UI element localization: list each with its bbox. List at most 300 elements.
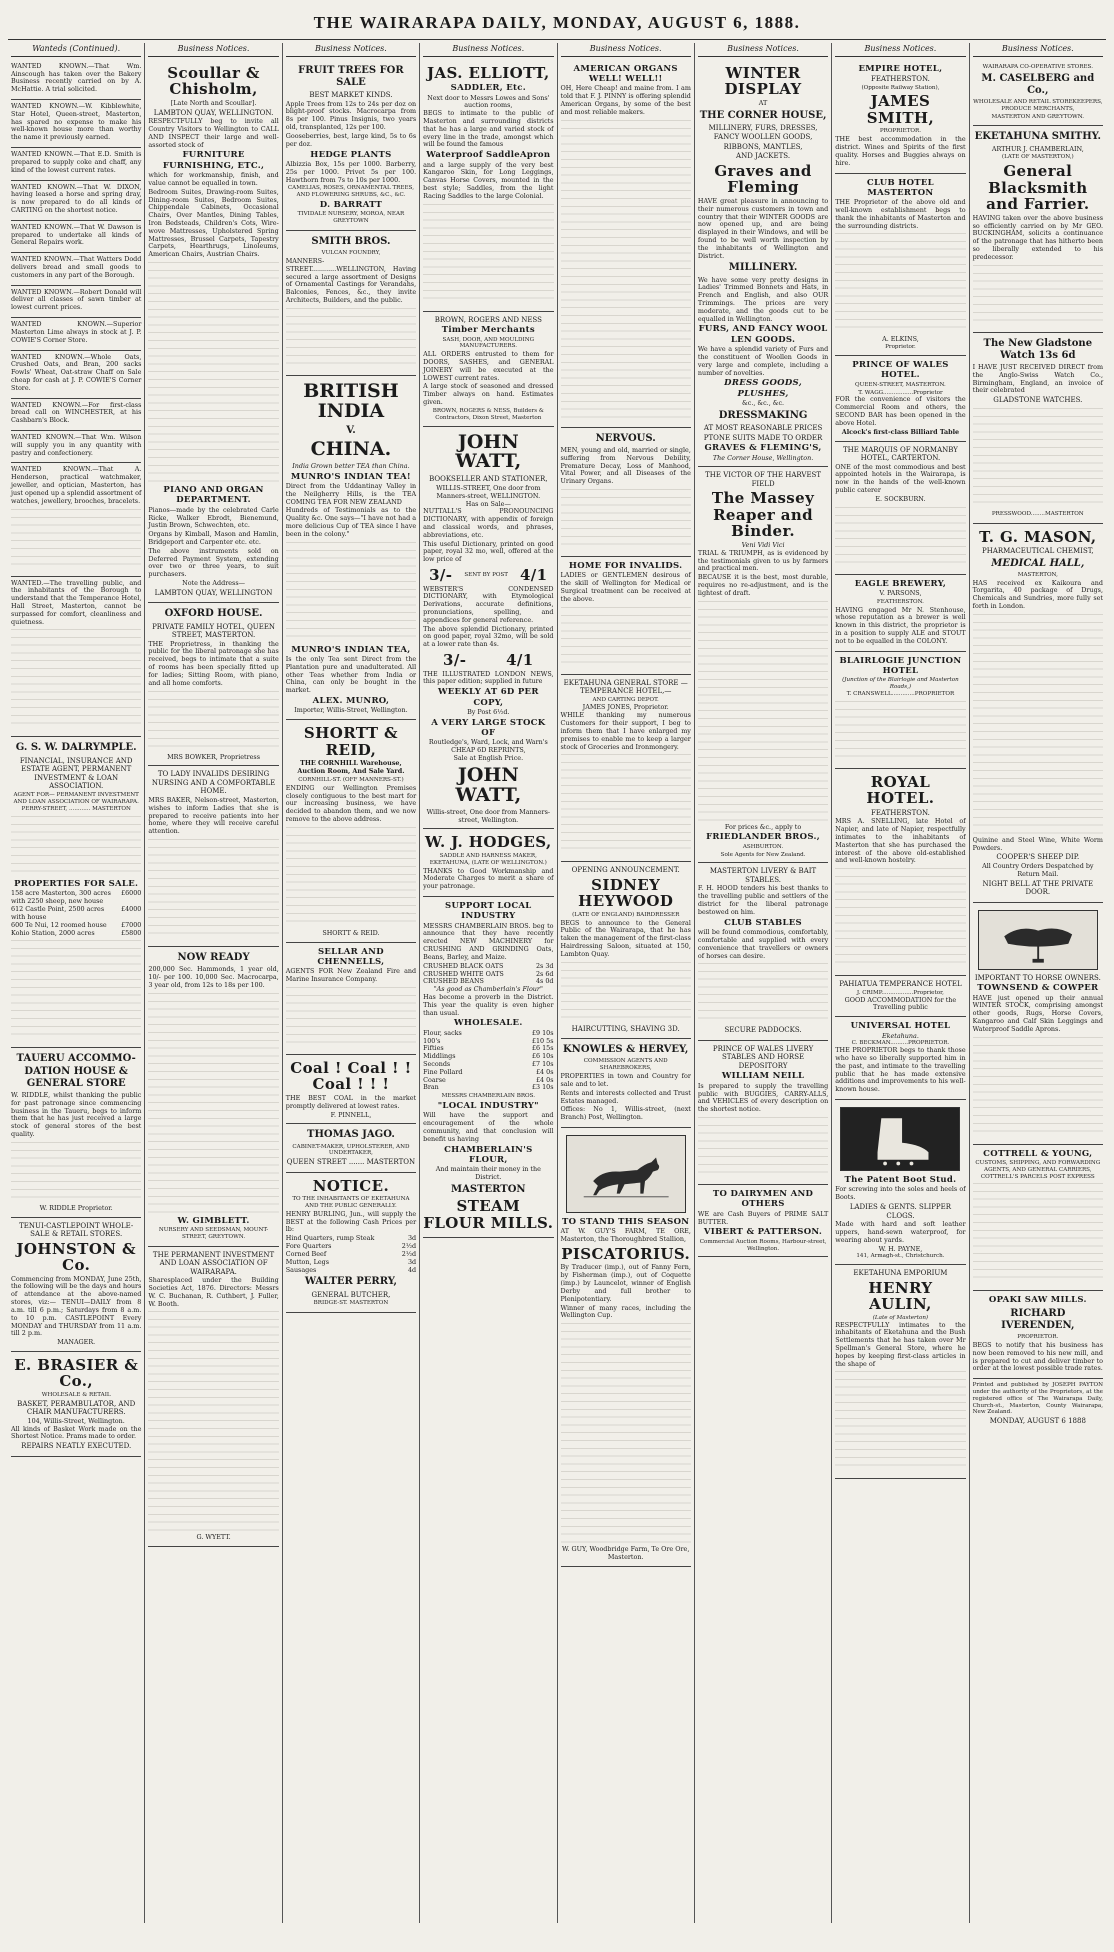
- text-filler: [561, 962, 691, 1022]
- wanted-ad: [11, 181, 141, 221]
- smith-bros-ad: [286, 231, 416, 376]
- ad-text: Commencing from MONDAY, June 25th, the following will be the days and hours of attendance at the above-named stores, viz:— TENUI—DAILY from 8 a.m. till 6 p.m.; Saturdays from 8 a.m. to 10 p.m. CASTLEPOINT Every MONDAY and THURSDAY from 11 a.m. till 2 p.m.: [11, 1274, 142, 1338]
- horse-icon: [579, 1139, 673, 1209]
- timber-ad: [423, 312, 553, 427]
- price-value: 3d: [407, 1234, 417, 1243]
- price-value: £4000: [121, 905, 142, 914]
- ad-subheading: TENUI-CASTLEPOINT WHOLE-SALE & RETAIL STORES.: [19, 1221, 134, 1239]
- ad-heading: SHORTT & REID,: [303, 724, 398, 759]
- ad-heading: MEDICAL HALL,: [991, 557, 1085, 569]
- heywood-ad: [561, 862, 691, 1039]
- ad-heading: GRAVES & FLEMING'S,: [704, 443, 822, 454]
- price-item: Mutton, Legs: [285, 1257, 329, 1266]
- price-value: £6 10s: [531, 1052, 554, 1061]
- ad-heading: JAMES SMITH,: [866, 92, 935, 127]
- johnston-ad: [11, 1218, 141, 1352]
- text-filler: [698, 963, 828, 1023]
- ad-subheading: C. BECKMAN..........PROPRIETOR.: [851, 1040, 950, 1047]
- ad-subheading: BOOKSELLER AND STATIONER,: [429, 475, 548, 484]
- ad-text: I HAVE JUST RECEIVED DIRECT from the Anglo-Swiss Watch Co., Birmingham, England, an invoice of their celebrated: [972, 362, 1103, 395]
- column-head: Business Notices.: [698, 43, 828, 57]
- ad-text: HAS received ex Kaikoura and Torgarita, 40 package of Drugs, Chemicals and Sundries, more fully set forth in London.: [972, 578, 1103, 610]
- ad-subheading: AT: [758, 98, 768, 107]
- ad-heading: FURNITURE FURNISHING, ETC.,: [162, 150, 265, 171]
- ad-text: Direct from the Uddantinay Valley in the Neilgherry Hills, is the TEA COMING TEA FOR NEW ZEALAND: [285, 481, 417, 506]
- ad-heading: AMERICAN ORGANS WELL! WELL!!: [573, 63, 678, 85]
- ad-heading: PISCATORIUS.: [561, 1244, 691, 1263]
- price-item: Fore Quarters: [285, 1242, 332, 1251]
- text-filler: [835, 233, 965, 333]
- ad-text: Apple Trees from 12s to 24s per doz on blight-proof stocks. Macrocarpa from 8s per 100. Pinus Insignis, two years old, transplanted, 12s per 100.: [285, 99, 417, 132]
- ad-text: This useful Dictionary, printed on good paper, royal 32 mo, well, offered at the low price of: [423, 539, 554, 564]
- ad-address: Eketahuna.: [881, 1031, 919, 1040]
- ad-subheading: HAIRCUTTING, SHAVING 3D.: [571, 1024, 680, 1033]
- ad-text: AGENTS FOR New Zealand Fire and Marine Insurance Company.: [285, 967, 417, 984]
- wanted-ad: [11, 431, 141, 463]
- ad-subheading: MILLINERY, FURS, DRESSES,: [708, 123, 818, 132]
- ad-text: Sharesplaced under the Building Societies Act, 1876. Directors: Messrs W. C. Buchanan, R. Cuthbert, J. Fuller, W. Booth.: [148, 1276, 279, 1308]
- ad-heading: FRIEDLANDER BROS.,: [706, 832, 821, 843]
- invalid-ad: [148, 766, 278, 947]
- price-row: [423, 565, 553, 586]
- ad-heading: CLUB STABLES: [724, 917, 802, 928]
- ad-heading: DRESS GOODS, PLUSHES,: [724, 378, 802, 399]
- ad-address: Next door to Messrs Lowes and Sons' auction rooms,: [427, 93, 550, 110]
- ad-subheading: JAMES JONES, Proprietor.: [582, 703, 669, 712]
- ad-subheading: SASH, DOOR, AND MOULDING MANUFACTURERS.: [442, 336, 535, 350]
- column-head: Business Notices.: [973, 43, 1103, 57]
- ad-text: OH, Here Cheap! and maine from. I am told that F. J. PINNY is offering splendid American Organs, by some of the best and most reliable makers.: [560, 84, 691, 116]
- text-filler: [286, 827, 416, 927]
- ad-subheading: (Opposite Railway Station),: [861, 84, 940, 91]
- price-value: 2s 6d: [535, 969, 554, 978]
- text-filler: [148, 993, 278, 1213]
- ad-text: HAVING engaged Mr N. Stenhouse, whose reputation as a brewer is well known in this district, the proprietor is in a position to supply ALE and STOUT not to be equalled in the COLONY.: [835, 605, 966, 645]
- price-item: Bran: [423, 1083, 439, 1092]
- ad-heading: SMITH BROS.: [311, 235, 391, 247]
- ad-text: ONE of the most commodious and best appointed hotels in the Wairarapa, is now in the hands of the well-known public caterer: [835, 462, 966, 495]
- column-8: [970, 43, 1106, 1923]
- ad-subheading: NURSERY AND SEEDSMAN, MOUNT-STREET, GREYTOWN.: [158, 1226, 269, 1240]
- page-title: THE WAIRARAPA DAILY, MONDAY, AUGUST 6, 1888.: [8, 12, 1106, 40]
- ad-subheading: J. CRIMP..................Proprietor,: [856, 989, 944, 996]
- ad-text: THE ILLUSTRATED LONDON NEWS, this paper edition; supplied in future: [423, 669, 554, 686]
- ad-heading: HOME FOR INVALIDS.: [568, 560, 683, 571]
- ad-text: &c., &c., &c.: [742, 399, 785, 408]
- price-item: 100's: [423, 1036, 441, 1045]
- ad-text: AT W. GUY'S FARM, TE ORE, Masterton, the Thoroughbred Stallion,: [560, 1227, 691, 1244]
- ad-subheading: (Junction of the Blairlogie and Masterton Roads,): [842, 677, 959, 691]
- text-filler: [973, 265, 1103, 325]
- ad-text: Albizzia Box, 15s per 1000. Barberry, 25s per 1000. Privet 5s per 100. Hawthorn from 7s to 10s per 1000.: [285, 159, 417, 184]
- text-filler: [11, 509, 141, 569]
- ad-text: Sale at English Price.: [453, 754, 524, 763]
- price-list: [423, 1030, 553, 1093]
- ad-address: MASTERTON AND GREYTOWN.: [991, 113, 1085, 120]
- price-item: Flour, sacks: [423, 1028, 462, 1037]
- columns: [8, 43, 1106, 1923]
- ad-heading: THOMAS JAGO.: [307, 1129, 395, 1141]
- ad-text: BECAUSE it is the best, most durable, requires no re-adjustment, and is the lightest of draft.: [697, 573, 829, 597]
- ad-heading: PROPERTIES FOR SALE.: [14, 879, 139, 890]
- ad-heading: UNIVERSAL HOTEL: [850, 1021, 951, 1032]
- emporium-ad: [835, 1265, 965, 1479]
- column-7: [832, 43, 969, 1923]
- price-item: Coarse: [423, 1075, 446, 1084]
- shortt-reid-ad: [286, 720, 416, 942]
- ad-subheading: BROWN, ROGERS AND NESS: [434, 315, 542, 324]
- ad-text: Quinine and Steel Wine, White Worm Powders.: [972, 835, 1103, 852]
- ad-heading: "LOCAL INDUSTRY": [437, 1101, 539, 1112]
- ad-heading: CHAMBERLAIN'S FLOUR,: [444, 1144, 533, 1166]
- price-item: Kohio Station, 2000 acres: [11, 928, 95, 937]
- ad-address: PERRY-STREET, ............ MASTERTON: [21, 806, 131, 813]
- ad-text: And maintain their money in the District.: [435, 1165, 541, 1182]
- price-label: SENT BY POST: [464, 571, 509, 578]
- ad-text: For screwing into the soles and heels of Boots.: [835, 1185, 966, 1202]
- text-filler: [561, 607, 691, 667]
- tea-ad: [286, 376, 416, 720]
- ad-text: Is prepared to supply the travelling public with BUGGIES, CARRY-ALLS, and VEHICLES of every description on the shortest notice.: [697, 1081, 829, 1114]
- price-item: Seconds: [423, 1060, 451, 1069]
- caselberg-ad: [973, 60, 1103, 127]
- ad-subheading: AND CARTING DEPOT.: [592, 696, 659, 703]
- price-row: [423, 650, 553, 671]
- ad-text: By Post 6½d.: [467, 707, 510, 716]
- ad-text: The above splendid Dictionary, printed on good paper, royal 32mo, will be sold at a lower rate than 4s.: [423, 624, 554, 649]
- ad-heading: A VERY LARGE STOCK OF: [431, 717, 546, 739]
- text-filler: [561, 1323, 691, 1543]
- ad-heading: EMPIRE HOTEL,: [858, 63, 943, 74]
- ad-heading: W. GIMBLETT.: [177, 1215, 250, 1226]
- smithy-ad: [973, 126, 1103, 332]
- oxford-ad: [148, 603, 278, 766]
- price-value: 2½d: [401, 1242, 417, 1251]
- price-value: £4 0s: [535, 1067, 554, 1076]
- ad-heading: THE MARQUIS OF NORMANBY HOTEL, CARTERTON.: [842, 445, 958, 463]
- ad-text: THE Proprietress, in thanking the public for the liberal patronage she has received, begs to intimate that a suite of rooms has been specially fitted up for ladies; Sitting Room, with piano, and all home comforts.: [148, 639, 279, 687]
- ad-text: Will have the support and encouragement of the whole community, and that conclusion will benefit us having: [423, 1111, 554, 1143]
- ad-subheading: IMPORTANT TO HORSE OWNERS.: [974, 973, 1101, 982]
- ad-text: WANTED KNOWN.—That Watters Dodd delivers bread and small goods to customers in any part of the Borough.: [11, 255, 142, 279]
- ad-subheading: SADDLER, Etc.: [450, 83, 526, 94]
- text-filler: [835, 868, 965, 968]
- ad-text: THE Proprietor of the above old and well-known establishment begs to thank the inhabitants of Masterton and the surrounding districts.: [835, 198, 966, 230]
- imprint-text: Printed and published by JOSEPH PAYTON under the authority of the Proprietors, at the registered office of The Wairarapa Daily, Church-st., Masterton, County Wairarapa, New Zealand.: [972, 1382, 1103, 1416]
- ad-subheading: WHOLESALE & RETAIL: [41, 1391, 111, 1398]
- wanted-ad: [11, 148, 141, 180]
- ad-text: MANNERS-STREET............WELLINGTON, Having secured a large assortment of Designs of Ornamental Castings for Verandahs, Balconies, Fences, &c., they invite Architects, Builders, and the public.: [285, 256, 417, 304]
- text-filler: [148, 1311, 278, 1531]
- ad-heading: FRUIT TREES FOR SALE: [298, 64, 404, 88]
- ad-text: WANTED KNOWN.—That Wm. Wilson will supply you in any quantity with pastry and confectionery.: [11, 433, 142, 457]
- ad-heading: G. S. W. DALRYMPLE.: [15, 742, 137, 754]
- column-3: [283, 43, 420, 1923]
- ad-heading: Timber Merchants: [441, 325, 535, 336]
- ad-address: ASHBURTON.: [742, 843, 784, 850]
- ad-subheading: BEST MARKET KINDS.: [309, 91, 393, 100]
- text-filler: [561, 754, 691, 854]
- ad-subheading: BASKET, PERAMBULATOR, AND CHAIR MANUFACTURERS.: [17, 1399, 136, 1417]
- ad-text: BEGS to notify that his business has now been removed to his new mill, and is prepared to cut and deliver timber to order at the lowest possible trade rates.: [972, 1340, 1103, 1373]
- ad-heading: WEEKLY AT 6D PER COPY,: [437, 687, 539, 708]
- price-item: CRUSHED WHITE OATS: [423, 969, 504, 978]
- text-filler: [973, 614, 1103, 834]
- ad-text: For prices &c., apply to: [724, 822, 802, 831]
- wanted-ad: [11, 100, 141, 148]
- ad-heading: T. G. MASON,: [979, 527, 1097, 546]
- ad-address: MASTERTON,: [1017, 571, 1058, 578]
- townsend-ad: [973, 903, 1103, 1145]
- ad-heading: HEDGE PLANTS: [310, 149, 392, 160]
- ad-subheading: THE VICTOR OF THE HARVEST FIELD: [705, 471, 822, 488]
- ad-heading: VIBERT & PATTERSON.: [703, 1227, 823, 1238]
- column-6: [695, 43, 832, 1923]
- wanted-ad: [11, 351, 141, 399]
- ad-text: Hundreds of Testimonials as to the Quality &c. One says—"I have not had a more delicious Cup of TEA since I have been in the colony.": [285, 506, 417, 538]
- ad-quote: "As good as Chamberlain's Flour": [433, 985, 543, 994]
- ad-heading: ROYAL HOTEL.: [866, 772, 935, 808]
- cottrell-ad: [973, 1145, 1103, 1292]
- ad-address: 104, Willis-Street, Wellington.: [27, 1416, 125, 1425]
- ad-text: 200,000 Sec. Hammonds, 1 year old, 10/- per 100. 10,000 Sec. Macrocarpa, 3 year old, from 12s to 18s per 100.: [148, 965, 279, 989]
- ad-text: HENRY BURLING, Jun., will supply the BEST at the following Cash Prices per lb:: [285, 1209, 417, 1234]
- ad-subheading: PROPRIETOR.: [879, 128, 921, 135]
- column-1: [8, 43, 145, 1923]
- ad-subheading: VULCAN FOUNDRY,: [321, 250, 381, 257]
- ad-text: WHILE thanking my numerous Customers for their support, I beg to inform them that I have enlarged my premises to enable me to keep a larger stock of Groceries and Ironmongery.: [560, 711, 691, 751]
- ad-heading: SELLAR AND CHENNELLS,: [317, 946, 385, 967]
- ad-text: Sole Agents for New Zealand.: [720, 851, 806, 858]
- ad-heading: D. BARRATT: [319, 199, 383, 210]
- hodges-ad: [423, 829, 553, 897]
- empire-hotel-ad: [835, 60, 965, 174]
- ad-subheading: CUSTOMS, SHIPPING, AND FORWARDING AGENTS, AND GENERAL CARRIERS, COTTRELL'S PARCELS POST EXPRESS: [975, 1159, 1101, 1180]
- ad-signature: PRESSWOOD........MASTERTON: [991, 510, 1084, 517]
- ad-quote: India Grown better TEA than China.: [292, 461, 410, 470]
- ad-heading: TOWNSEND & COWPER: [977, 983, 1099, 994]
- ad-subheading: AGENT FOR— PERMANENT INVESTMENT AND LOAN ASSOCIATION OF WAIRARAPA.: [13, 791, 139, 805]
- column-head: Business Notices.: [148, 43, 278, 57]
- price-value: 4d: [407, 1265, 417, 1274]
- knowles-ad: [561, 1039, 691, 1128]
- ad-subheading: RIBBONS, MANTLES,: [723, 142, 803, 151]
- ad-signature: E. SOCKBURN.: [875, 494, 926, 503]
- ad-heading: MASTERTON: [451, 1184, 526, 1196]
- ad-text: WANTED KNOWN.—Robert Donald will deliver all classes of sawn timber at lowest current prices.: [11, 287, 142, 312]
- blairlogie-hotel-ad: [835, 652, 965, 769]
- ad-address: WILLIS-STREET, One door from Manners-street, WELLINGTON.: [436, 483, 541, 500]
- ad-subheading: AND JACKETS.: [736, 152, 791, 161]
- wanted-ad: [11, 253, 141, 285]
- ad-text: THE best accommodation in the district. Wines and Spirits of the first quality. Horses and Buggies always on hire.: [835, 135, 966, 167]
- chamberlain-ad: [423, 897, 553, 1238]
- brasier-ad: [11, 1352, 141, 1457]
- ad-text: WANTED KNOWN.—Whole Oats, Crushed Oats, and Bran, 200 sacks Fowls' Wheat, Oat-straw Chaff on Sale cheap for cash at J. P. COWIE'S Corner Store.: [11, 352, 142, 392]
- ad-text: Bedroom Suites, Drawing-room Suites, Dining-room Suites, Bedroom Suites, Chippendale Cabinets, Occasional Chairs, Over Mantles, Dining Tables, Iron Bedsteads, Children's Cots, Wire-wove Mattresses, Upholstered Spring Mattresses, Brussel Carpets, Tapestry Carpets, Hearthrugs, Linoleums, American Chairs, Austrian Chairs.: [148, 187, 279, 259]
- ad-address: QUEEN-STREET, MASTERTON.: [855, 381, 946, 388]
- price-item: 612 Castle Point, 2500 acres with house: [11, 905, 105, 921]
- pahiatua-hotel-ad: [835, 976, 965, 1017]
- ad-heading: V.: [346, 424, 356, 436]
- ad-signature: MANAGER.: [57, 1338, 96, 1347]
- ad-address: The Corner House, Wellington.: [712, 453, 814, 462]
- price-item: CRUSHED BLACK OATS: [423, 961, 504, 970]
- ad-heading: CHINA.: [310, 437, 392, 460]
- price-item: CRUSHED BEANS: [423, 977, 484, 986]
- club-hotel-ad: [835, 174, 965, 357]
- ad-signature: G. WYETT.: [196, 1533, 231, 1542]
- ad-heading: The Patent Boot Stud.: [844, 1175, 957, 1186]
- ad-text: We have a splendid variety of Furs and the constituent of Woollen Goods in very large and complete, including a number of novelties.: [697, 345, 829, 377]
- ad-subheading: CAMELIAS, ROSES, ORNAMENTAL TREES, AND FLOWERING SHRUBS, &C., &C.: [287, 185, 414, 199]
- ad-subheading: ARTHUR J. CHAMBERLAIN,: [991, 144, 1084, 153]
- ad-signature: W. H. PAYNE,: [878, 1244, 923, 1253]
- ad-subheading: SECURE PADDOCKS.: [724, 1026, 802, 1035]
- price-value: £6 15s: [531, 1044, 554, 1053]
- ad-text: GOOD ACCOMMODATION for the Travelling public: [844, 995, 957, 1012]
- ad-subheading: T. WAGG.................Proprietor: [858, 389, 943, 396]
- ad-subheading: FEATHERSTON.: [870, 75, 930, 84]
- stallion-ad: [561, 1128, 691, 1567]
- ad-text: WANTED KNOWN.—That W. Dawson is prepared to undertake all kinds of General Repairs work.: [11, 222, 142, 247]
- wanted-ad: [11, 463, 141, 576]
- price-value: 2½d: [401, 1249, 417, 1258]
- graves-fleming-ad: [698, 60, 828, 468]
- watt-ad: [423, 427, 553, 830]
- ad-signature: A. ELKINS,: [882, 335, 919, 344]
- massey-ad: [698, 467, 828, 863]
- ad-heading: E. BRASIER & Co.,: [14, 1355, 139, 1391]
- eagle-brewery-ad: [835, 575, 965, 652]
- temperance-store-ad: [561, 675, 691, 863]
- ad-signature: MRS BOWKER, Proprietress: [167, 752, 260, 761]
- text-filler: [11, 816, 141, 876]
- ad-subheading: COOPER'S SHEEP DIP.: [996, 853, 1080, 862]
- ad-address: 141, Armagh-st., Christchurch.: [856, 1253, 945, 1260]
- ad-text: BEGS to announce to the General Public of the Wairarapa, that he has taken the management of the first-class Hairdressing Saloon, situated at 150, Lambton Quay.: [560, 918, 691, 958]
- text-filler: [835, 701, 965, 761]
- price-value: £7000: [121, 920, 142, 929]
- text-filler: [286, 987, 416, 1047]
- ad-heading: WHOLESALE.: [454, 1018, 523, 1029]
- ad-subheading: CABINET-MAKER, UPHOLSTERER, AND UNDERTAKER,: [292, 1143, 410, 1157]
- sellar-ad: [286, 943, 416, 1055]
- ad-text: All kinds of Basket Work made on the Shortest Notice. Prams made to order.: [11, 1424, 142, 1441]
- column-2: [145, 43, 282, 1923]
- ad-address: QUEEN STREET ....... MASTERTON: [286, 1158, 416, 1167]
- ad-signature: MESSRS CHAMBERLAIN BROS.: [441, 1093, 536, 1100]
- ad-text: will be found commodious, comfortably, comfortable and supplied with every convenience that travellers or owners of horses can desire.: [697, 928, 829, 960]
- column-5: [558, 43, 695, 1923]
- ad-text: MRS A. SNELLING, late Hotel of Napier, and late of Napier, respectfully intimates to the inhabitants of Masterton that she has purchased the interest of the above old-established and well-known hostelry.: [835, 817, 966, 865]
- price-item: Middlings: [423, 1052, 456, 1061]
- ad-heading: RICHARD IVERENDEN,: [1001, 1307, 1075, 1331]
- ad-heading: Graves and Fleming: [714, 161, 812, 197]
- ad-text: By Traducer (imp.), out of Fanny Fern, by Fisherman (imp.), out of Coquette (imp.) by Launcelot, winner of English Derby and full brother to Plenipotentiary.: [560, 1263, 691, 1303]
- column-head: Wanteds (Continued).: [11, 43, 141, 57]
- text-filler: [286, 308, 416, 368]
- ad-text: Winner of many races, including the Wellington Cup.: [560, 1303, 691, 1320]
- ad-heading: TO LADY INVALIDS DESIRING NURSING AND A COMFORTABLE HOME.: [151, 770, 276, 796]
- royal-hotel-ad: [835, 769, 965, 976]
- price-value: £3 10s: [531, 1083, 554, 1092]
- ad-text: WANTED KNOWN.—That E.D. Smith is prepared to supply coke and chaff, any kind of the lowest current rates.: [11, 150, 142, 174]
- ad-text: WANTED KNOWN.—Superior Masterton Lime always in stock at J. P. COWIE'S Corner Store.: [11, 320, 142, 344]
- ad-address: Commercial Auction Rooms, Harbour-street, Wellington.: [699, 1238, 827, 1252]
- ad-heading: Scoullar & Chisholm,: [167, 63, 260, 99]
- ad-text: Rents and interests collected and Trust Estates managed.: [560, 1088, 691, 1105]
- invalids-home-ad: [561, 557, 691, 675]
- ad-text: WE are Cash Buyers of PRIME SALT BUTTER.: [697, 1209, 829, 1226]
- ad-subheading: (LATE OF MASTERTON,): [1001, 154, 1074, 161]
- ad-text: MRS BAKER, Nelson-street, Masterton, wishes to inform Ladies that she is prepared to receive patients into her home, where they will receive careful attention.: [148, 795, 279, 836]
- ad-heading: NOTICE.: [312, 1176, 390, 1195]
- ad-text: which for workmanship, finish, and value cannot be equalled in town.: [148, 171, 279, 187]
- ad-heading: NERVOUS.: [595, 432, 656, 444]
- wanted-ad: [11, 221, 141, 253]
- ad-heading: JAS. ELLIOTT,: [426, 63, 550, 82]
- ad-heading: BLAIRLOGIE JUNCTION HOTEL: [839, 655, 962, 677]
- ad-text: Pianos—made by the celebrated Carle Ricke, Walker Ebrodt, Bienemund, Justin Brown, Schwechten, etc.: [148, 505, 279, 530]
- ad-heading: Coal ! Coal ! ! Coal ! ! !: [290, 1058, 412, 1094]
- ad-heading: WALTER PERRY,: [304, 1276, 398, 1288]
- ad-text: ALL ORDERS entrusted to them for DOORS, SASHES, and GENERAL JOINERY will be executed at the LOWEST current rates.: [423, 350, 554, 382]
- ad-text: NUTTALL'S PRONOUNCING DICTIONARY, with appendix of foreign and classical words, and phrases, abbreviations, etc.: [423, 507, 554, 539]
- price-value: £6000: [121, 889, 142, 898]
- ad-heading: COTTRELL & YOUNG,: [983, 1148, 1093, 1159]
- wanted-ad: [11, 286, 141, 318]
- wanted-ad: [11, 577, 141, 738]
- ad-heading: MASTERTON LIVERY & BAIT STABLES.: [709, 867, 817, 884]
- ad-heading: HENRY AULIN,: [868, 1278, 933, 1314]
- price-item: Sausages: [285, 1265, 317, 1274]
- ad-heading: FURS, AND FANCY WOOL LEN GOODS.: [698, 324, 828, 345]
- ad-heading: Waterproof SaddleApron: [426, 150, 551, 161]
- text-filler: [423, 204, 553, 304]
- ad-text: Offices: No 1, Willis-street, (next Branch) Post, Wellington.: [560, 1105, 691, 1122]
- ad-text: HAVING taken over the above business so efficiently carried on by Mr GEO. BUCKINGHAM, solicits a continuance of the patronage that has hitherto been so liberally extended to his predecessor.: [972, 213, 1103, 261]
- ad-heading: W. J. HODGES,: [425, 833, 552, 852]
- butcher-notice-ad: [286, 1173, 416, 1313]
- ad-heading: PRINCE OF WALES LIVERY STABLES AND HORSE DEPOSITORY: [712, 1044, 814, 1070]
- ad-subheading: TO THE INHABITANTS OF EKETAHUNA AND THE PUBLIC GENERALLY.: [292, 1196, 410, 1210]
- price-list: [11, 890, 141, 937]
- price-value: 4/1: [519, 566, 548, 585]
- neill-ad: [698, 1041, 828, 1185]
- marquis-hotel-ad: [835, 442, 965, 575]
- elliott-ad: [423, 60, 553, 312]
- watch-ad: [973, 333, 1103, 524]
- price-value: £9 10s: [531, 1028, 554, 1037]
- ad-text: Alcock's first-class Billiard Table: [841, 427, 960, 436]
- price-list: [423, 963, 553, 986]
- text-filler: [973, 1183, 1103, 1283]
- ad-subheading: [Late North and Scoullar].: [170, 98, 257, 107]
- ad-text: The above instruments sold on Deferred Payment System, extending over two or three years, to suit purchasers.: [148, 546, 279, 579]
- organs-ad: [561, 60, 691, 428]
- ad-subheading: (LATE OF ENGLAND) BAIRDRESSER: [572, 911, 680, 918]
- ad-heading: JOHN WATT,: [455, 763, 522, 806]
- ad-text: Made with hard and soft leather uppers, hand-sewn waterproof, for wearing about yards.: [835, 1220, 966, 1244]
- now-ready-ad: [148, 947, 278, 1247]
- text-filler: [835, 507, 965, 567]
- coal-ad: [286, 1055, 416, 1124]
- text-filler: [148, 691, 278, 751]
- ad-text: Routledge's, Ward, Lock, and Warn's CHEAP 6D REPRINTS,: [428, 738, 548, 755]
- ad-text: WANTED KNOWN.—For first-class bread call on WINCHESTER, at his Cashbarn's Block.: [11, 400, 142, 425]
- ad-heading: CLUB HOTEL MASTERTON: [866, 177, 934, 198]
